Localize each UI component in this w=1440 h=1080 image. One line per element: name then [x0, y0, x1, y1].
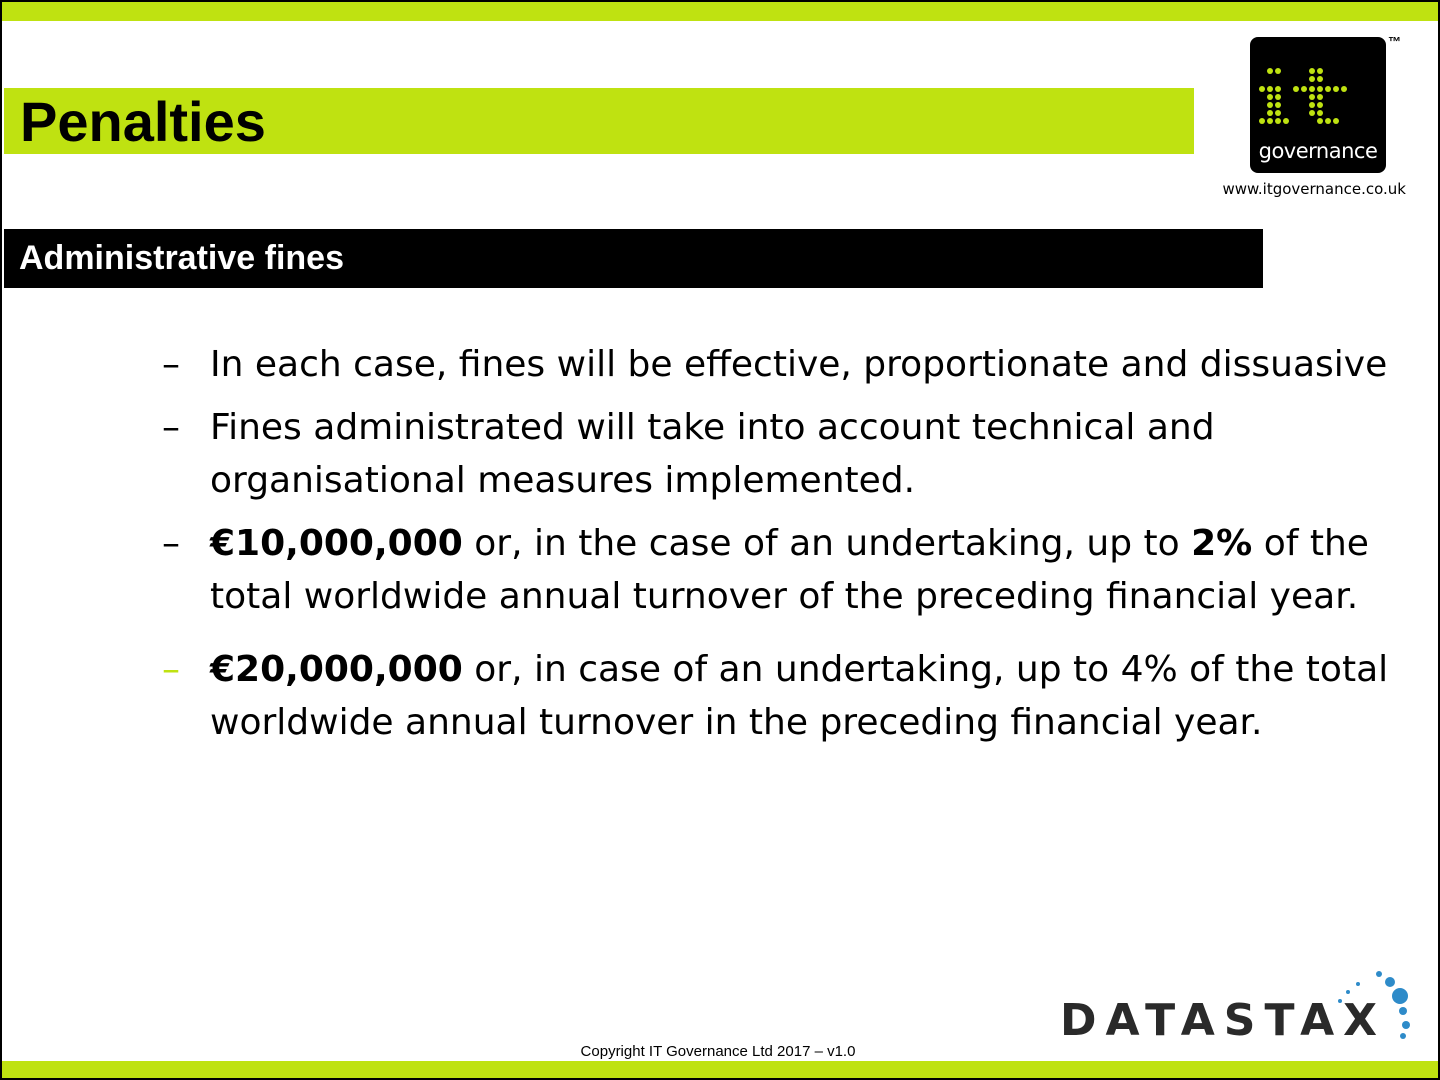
bullet-dash: – [162, 344, 180, 385]
bullet-text: or, in the case of an undertaking, up to [462, 523, 1192, 564]
logo-url[interactable]: www.itgovernance.co.uk [1222, 180, 1406, 198]
bullet-text: or, in case of an undertaking, up to 4% of the total [462, 649, 1389, 690]
section-band [4, 229, 1263, 288]
logo-wordmark: governance [1258, 139, 1378, 163]
top-accent-bar [0, 0, 1440, 21]
bullet-list [160, 338, 1390, 759]
bullet-text: In each case, fines will be effective, proportionate and dissuasive [210, 344, 1388, 385]
trademark-symbol: ™ [1388, 34, 1401, 49]
bullet-text-line2: worldwide annual turnover in the preceding financial year. [210, 702, 1263, 743]
bullet-text-line1: Fines administrated will take into account technical and [210, 407, 1215, 448]
bullet-dash: – [162, 407, 180, 448]
fine-percent: 2% [1191, 523, 1253, 564]
fine-amount: €10,000,000 [210, 523, 463, 564]
section-heading: Administrative fines [19, 239, 344, 277]
it-dot-mark-icon [1250, 37, 1386, 137]
bullet-item [160, 401, 1390, 507]
datastax-logo-text: DATASTAX [1060, 995, 1387, 1046]
bullet-item [160, 517, 1390, 623]
title-band [4, 88, 1194, 154]
bullet-text-line2: organisational measures implemented. [210, 460, 916, 501]
it-governance-logo [1250, 37, 1386, 173]
copyright-text: Copyright IT Governance Ltd 2017 – v1.0 [580, 1043, 856, 1060]
bullet-item [160, 338, 1390, 391]
fine-amount: €20,000,000 [210, 649, 463, 690]
slide-title: Penalties [20, 90, 266, 153]
bullet-dash: – [162, 523, 180, 564]
bullet-text: of the [1252, 523, 1369, 564]
footer [0, 1043, 1440, 1060]
bullet-item [160, 643, 1390, 749]
bullet-dash: – [162, 649, 180, 690]
bullet-text-line2: total worldwide annual turnover of the preceding financial year. [210, 576, 1359, 617]
bottom-accent-bar [0, 1061, 1440, 1080]
